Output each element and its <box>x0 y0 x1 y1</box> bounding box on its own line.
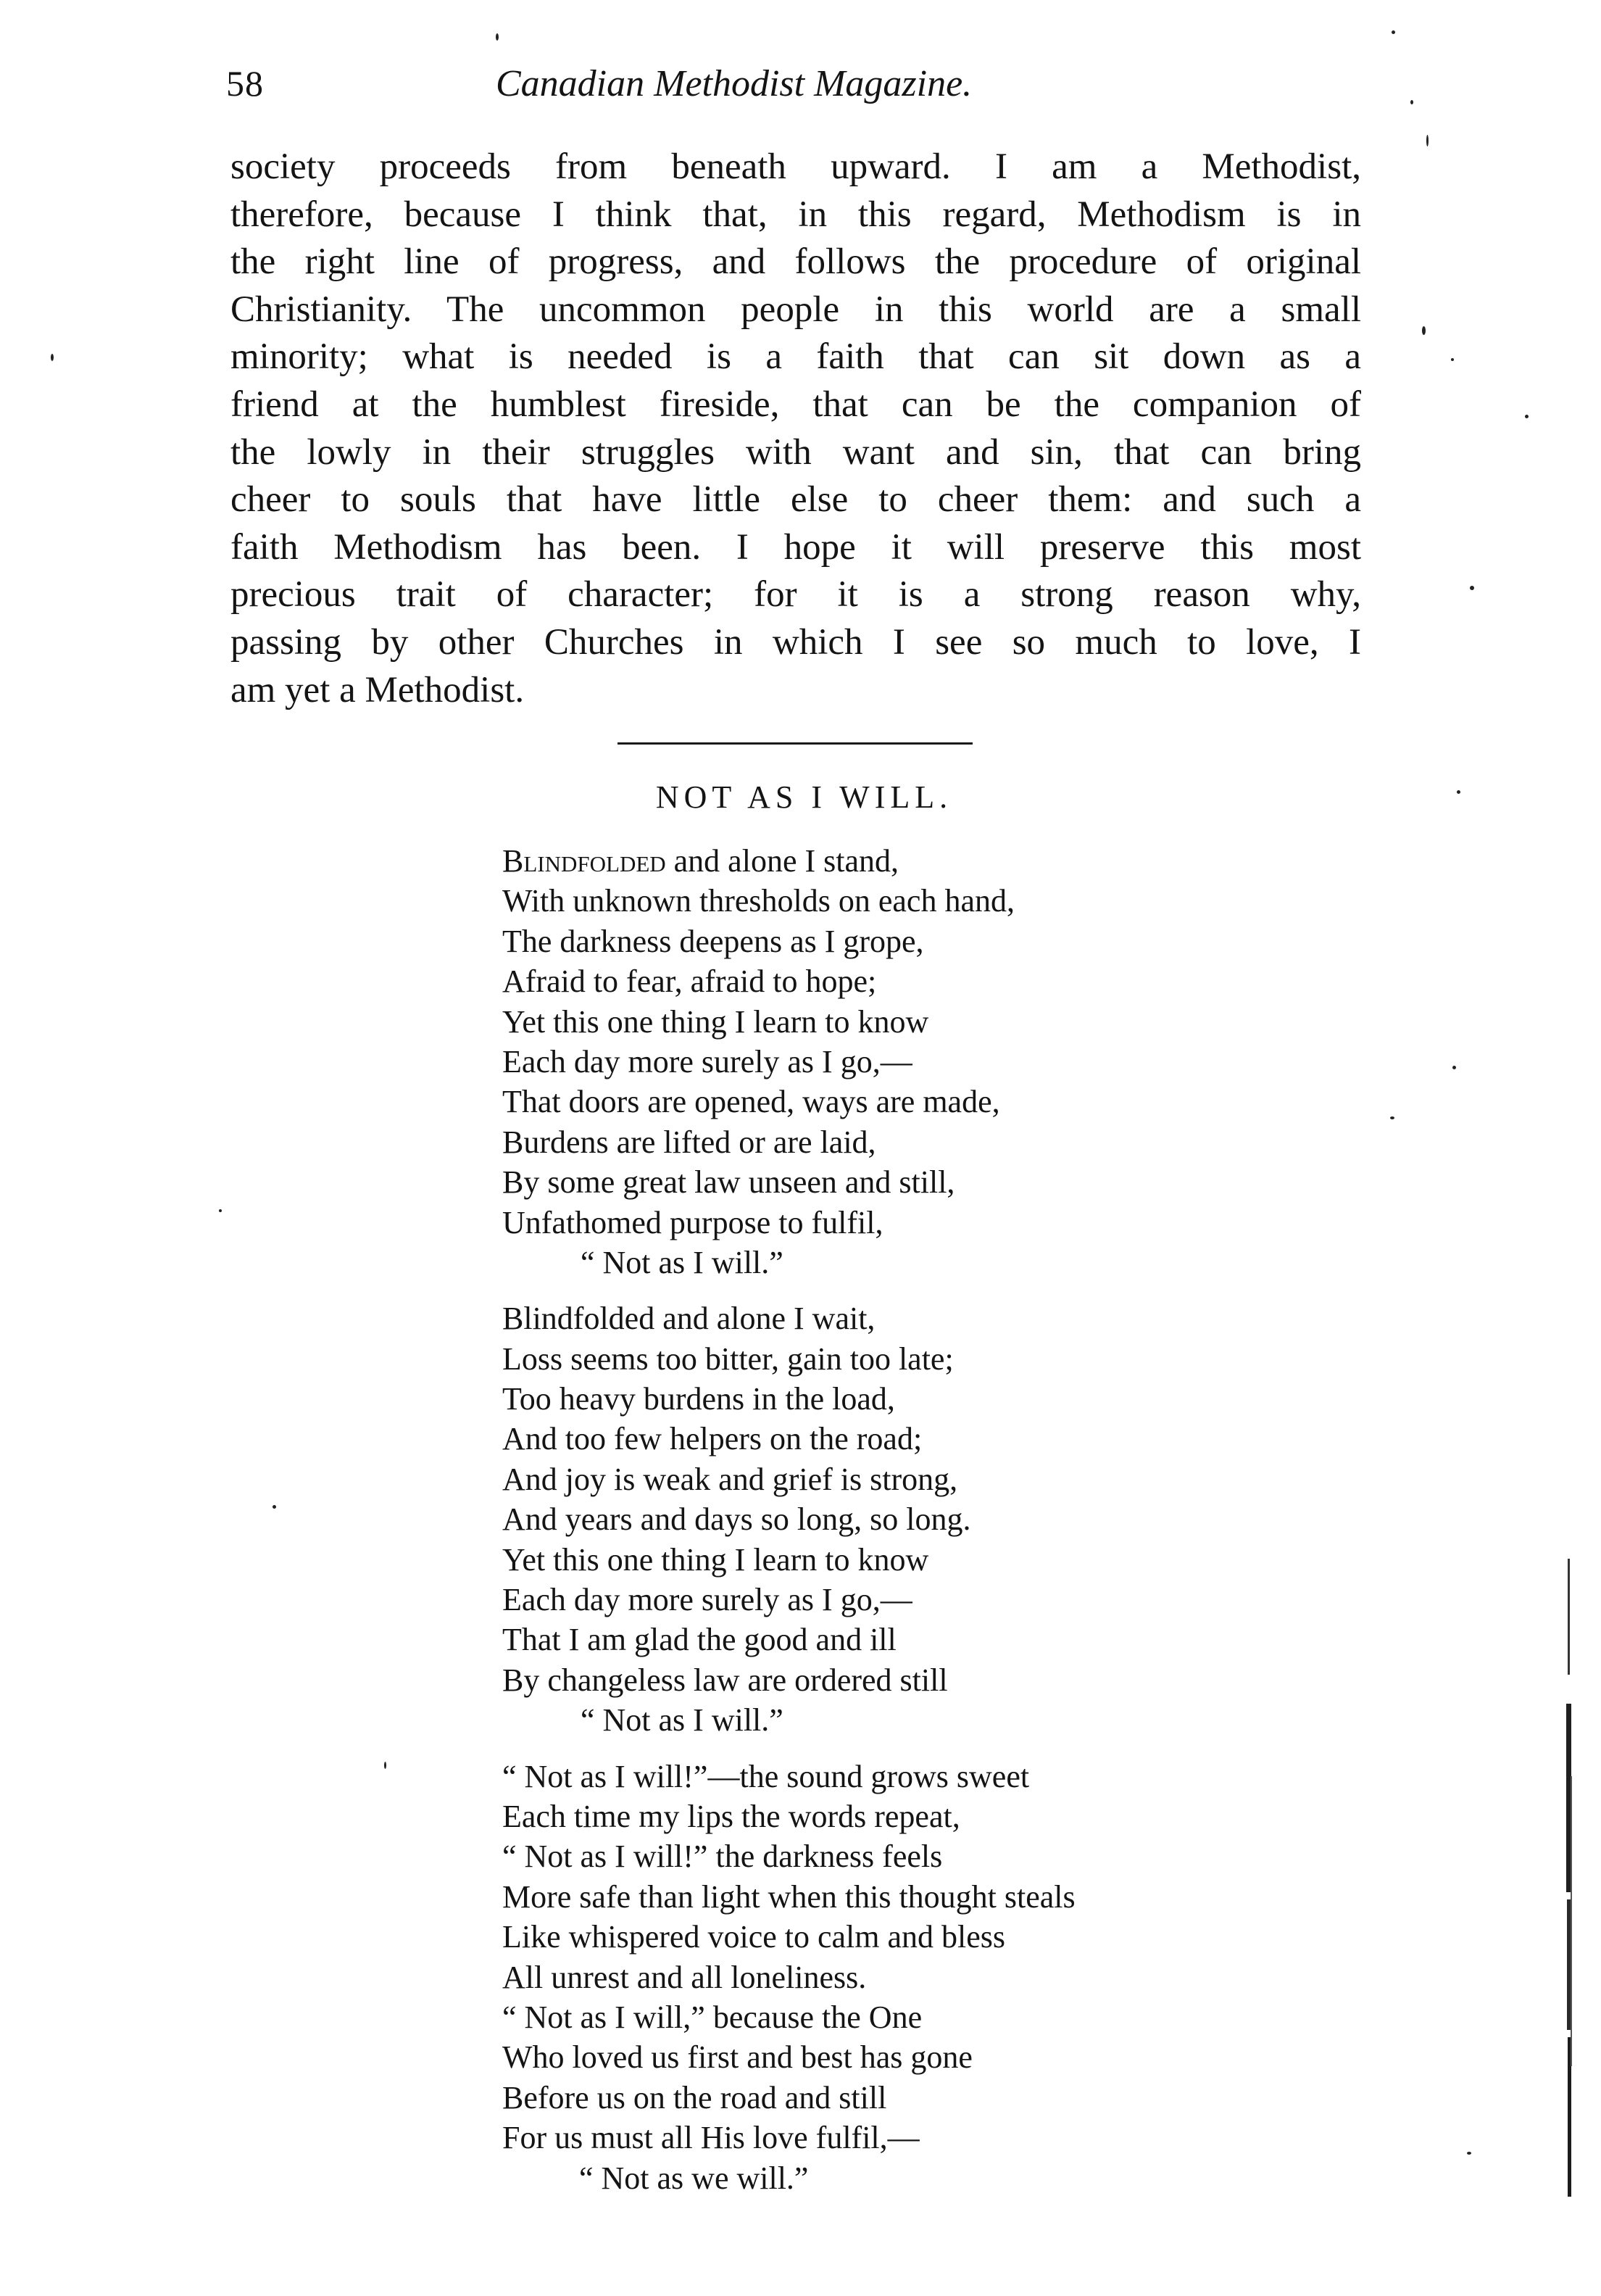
refrain: “ Not as I will.” <box>581 1702 783 1738</box>
prose-line: therefore, because I think that, in this regard, Methodism is in <box>230 194 1361 235</box>
section-divider <box>617 742 973 745</box>
verse-line: That I am glad the good and ill <box>502 1622 897 1658</box>
verse-line: Who loved us first and best has gone <box>502 2039 973 2076</box>
refrain: “ Not as we will.” <box>579 2160 809 2196</box>
verse-line: The darkness deepens as I grope, <box>502 923 924 959</box>
verse-line: And joy is weak and grief is strong, <box>502 1461 958 1497</box>
verse-line: More safe than light when this thought steals <box>502 1878 1076 1915</box>
poem-title <box>0 779 1601 816</box>
scan-speck <box>51 354 54 361</box>
prose-line: the lowly in their struggles with want and sin, that can bring <box>230 431 1361 473</box>
verse-line: Blindfolded and alone I wait, <box>502 1301 876 1337</box>
verse-line: Each day more surely as I go,— <box>502 1582 912 1618</box>
verse-line: Afraid to fear, afraid to hope; <box>502 963 877 1000</box>
prose-line: am yet a Methodist. <box>230 669 525 710</box>
scan-speck <box>1410 100 1413 104</box>
verse-line: Yet this one thing I learn to know <box>502 1003 929 1040</box>
verse-line: All unrest and all loneliness. <box>502 1959 867 1995</box>
verse-line: By some great law unseen and still, <box>502 1164 955 1201</box>
scan-speck <box>1470 586 1474 590</box>
verse-line: “ Not as I will,” because the One <box>502 1999 923 2035</box>
page-number: 58 <box>226 63 264 104</box>
prose-line: minority; what is needed is a faith that can sit down as a <box>230 336 1361 378</box>
scan-speck <box>219 1209 222 1212</box>
binding-edge-graphic <box>1564 1559 1576 2226</box>
verse-line: Yet this one thing I learn to know <box>502 1541 929 1578</box>
verse-line: Each time my lips the words repeat, <box>502 1798 960 1834</box>
poem-title-text: NOT AS I WILL. <box>655 779 953 815</box>
stanza-3 <box>502 1757 1299 2198</box>
prose-line: cheer to souls that have little else to cheer them: and such a <box>230 479 1361 521</box>
verse-line: “ Not as I will!”—the sound grows sweet <box>502 1758 1030 1794</box>
scan-speck <box>273 1505 276 1509</box>
stanza-2 <box>502 1298 1299 1740</box>
page-header <box>226 62 1110 113</box>
running-head: Canadian Methodist Magazine. <box>496 63 973 104</box>
scan-speck <box>1422 326 1426 335</box>
scan-speck <box>1392 30 1395 34</box>
drop-word: Blindfolded <box>502 843 666 879</box>
scan-speck <box>1390 1116 1394 1119</box>
prose-line: faith Methodism has been. I hope it will preserve this most <box>230 526 1361 568</box>
prose-line: the right line of progress, and follows the procedure of original <box>230 241 1361 283</box>
page-binding-edge <box>1564 1559 1576 2226</box>
verse-line: Burdens are lifted or are laid, <box>502 1124 876 1160</box>
verse-line: “ Not as I will!” the darkness feels <box>502 1839 943 1875</box>
scan-speck <box>1426 135 1429 146</box>
verse-line: That doors are opened, ways are made, <box>502 1084 1000 1120</box>
verse-line: And years and days so long, so long. <box>502 1501 971 1538</box>
verse-line: For us must all His love fulfil,— <box>502 2120 920 2156</box>
essay-paragraph <box>230 144 1361 714</box>
scan-speck <box>384 1762 386 1769</box>
prose-line: friend at the humblest fireside, that can be the companion of <box>230 384 1361 425</box>
verse-line: Like whispered voice to calm and bless <box>502 1919 1006 1955</box>
prose-line: society proceeds from beneath upward. I am a Methodist, <box>230 146 1361 187</box>
scan-speck <box>496 33 499 41</box>
verse-line <box>502 841 1299 881</box>
verse-line: Unfathomed purpose to fulfil, <box>502 1204 883 1240</box>
verse-line: Each day more surely as I go,— <box>502 1043 912 1079</box>
stanza-1 <box>502 841 1299 1282</box>
prose-line: Christianity. The uncommon people in this world are a small <box>230 289 1361 330</box>
verse-line: By changeless law are ordered still <box>502 1662 948 1698</box>
refrain: “ Not as I will.” <box>581 1244 783 1280</box>
scan-speck <box>1452 1066 1456 1069</box>
verse-line: Before us on the road and still <box>502 2079 887 2115</box>
verse-line: Loss seems too bitter, gain too late; <box>502 1340 954 1377</box>
scan-speck <box>1525 415 1529 418</box>
prose-line: precious trait of character; for it is a strong reason why, <box>230 574 1361 616</box>
verse-line: With unknown thresholds on each hand, <box>502 883 1015 919</box>
scan-speck <box>1451 358 1454 361</box>
verse-line: And too few helpers on the road; <box>502 1421 923 1457</box>
scan-speck <box>1457 790 1460 794</box>
prose-line: passing by other Churches in which I see so much to love, I <box>230 621 1361 663</box>
poem <box>502 841 1299 2198</box>
verse-line: Too heavy burdens in the load, <box>502 1381 895 1417</box>
verse-line-rest: and alone I stand, <box>665 843 899 879</box>
scan-speck <box>1467 2152 1471 2155</box>
